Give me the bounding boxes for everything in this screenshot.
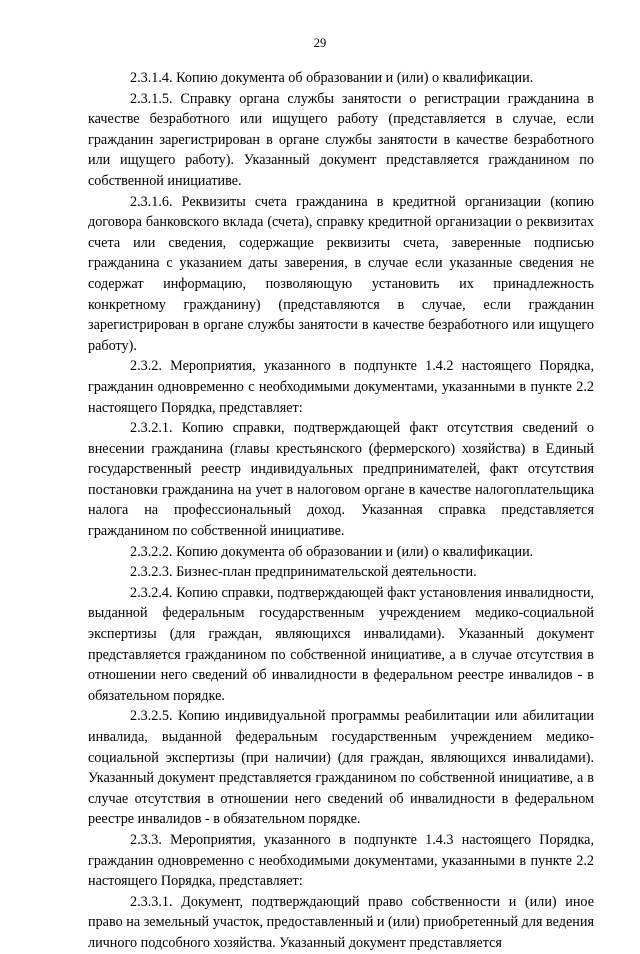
paragraph-2-3-2-4: 2.3.2.4. Копию справки, подтверждающей факт установления инвалидности, выданной федеральным государственным учреждением медико-социальной экспертизы (для граждан, являющихся инвалидами). Указанный документ представляется гражданином по собственной инициативе, а в случае отсутствия в отношении него сведений об инвалидности в федеральном реестре инвалидов - в обязательном порядке. [88, 584, 594, 704]
paragraph-2-3-1-6: 2.3.1.6. Реквизиты счета гражданина в кредитной организации (копию договора банковского вклада (счета), справку кредитной организации о реквизитах счета или сведения, содержащие реквизиты счета, заверенные подписью гражданина с указанием даты заверения, в случае если указанные сведения не содержат информацию, позволяющую установить их принадлежность конкретному гражданину) (представляются в случае, если гражданин зарегистрирован в органе службы занятости в качестве безработного или ищущего работу). [88, 193, 594, 354]
paragraph-2-3-3: 2.3.3. Мероприятия, указанного в подпункте 1.4.3 настоящего Порядка, гражданин одновременно с необходимыми документами, указанными в пункте 2.2 настоящего Порядка, представляет: [88, 831, 594, 890]
paragraph-2-3-2-1: 2.3.2.1. Копию справки, подтверждающей факт отсутствия сведений о внесении гражданина (главы крестьянского (фермерского) хозяйства) в Единый государственный реестр индивидуальных предпринимателей, факт отсутствия постановки гражданина на учет в налоговом органе в качестве налогоплательщика налога на профессиональный доход. Указанная справка представляется гражданином по собственной инициативе. [88, 420, 594, 540]
paragraph-2-3-1-5: 2.3.1.5. Справку органа службы занятости о регистрации гражданина в качестве безработного или ищущего работу (представляется в случае, если гражданин зарегистрирован в органе службы занятости в качестве безработного или ищущего работу). Указанный документ представляется гражданином по собственной инициативе. [88, 90, 594, 189]
paragraph-2-3-2: 2.3.2. Мероприятия, указанного в подпункте 1.4.2 настоящего Порядка, гражданин одновременно с необходимыми документами, указанными в пункте 2.2 настоящего Порядка, представляет: [88, 358, 594, 416]
paragraph-2-3-3-1: 2.3.3.1. Документ, подтверждающий право собственности и (или) иное право на земельный участок, предоставленный и (или) приобретенный для ведения личного подсобного хозяйства. Указанный документ представляется [88, 893, 594, 951]
paragraph-2-3-2-3: 2.3.2.3. Бизнес-план предпринимательской деятельности. [130, 564, 477, 581]
paragraph-2-3-2-5: 2.3.2.5. Копию индивидуальной программы реабилитации или абилитации инвалида, выданной федеральным государственным учреждением медико-социальной экспертизы (при наличии) (для граждан, являющихся инвалидами). Указанный документ представляется гражданином по собственной инициативе, а в случае отсутствия в отношении него сведений об инвалидности в федеральном реестре инвалидов - в обязательном порядке. [88, 708, 594, 828]
paragraph-2-3-2-2: 2.3.2.2. Копию документа об образовании и (или) о квалификации. [130, 543, 534, 560]
paragraph-2-3-1-4: 2.3.1.4. Копию документа об образовании и (или) о квалификации. [130, 70, 534, 86]
document-body [88, 68, 594, 954]
page-number: 29 [313, 36, 327, 50]
